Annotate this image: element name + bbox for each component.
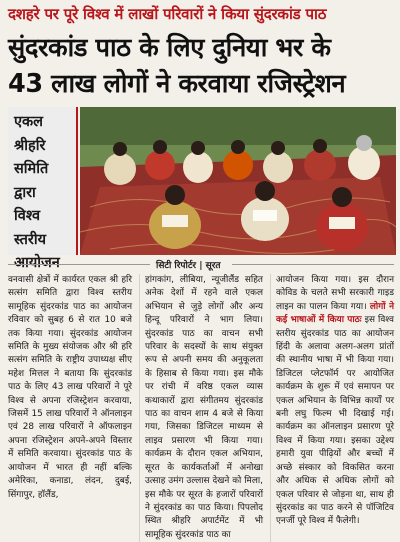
article-body (8, 274, 394, 540)
sidebar-line: एकल (14, 114, 43, 130)
body-column-2: हांगकांग, लीबिया, न्यूजीलैंड सहित अनेक देशों में रहने वाले एकल अभियान से जुड़े लोगों और अन्य हिन्दू परिवारों ने भाग लिया। सुंदरकांड पाठ का वाचन सभी परिवार के सदस्यों के साथ संयुक्त रूप से अपनी समय की अनुकूलता के हिसाब से किया गया। इस मौके पर रांची में वरिष्ठ एकल व्यास कथाकारों द्वारा संगीतमय सुंदरकांड पाठ का वाचन शाम 4 बजे से किया गया, जिसका डिजिटल माध्यम से लाइव प्रसारण भी किया गया। कार्यक्रम के दौरान एकल अभियान, सूरत के कार्यकर्ताओं में अनोखा उत्साह उमंग उल्लास देखने को मिला, इस मौके पर सूरत के हजारों परिवारों ने सुंदरकांड का पाठ किया। पिपलोद स्थित श्रीहरि अपार्टमेंट में भी सामूहिक सुंदरकांड पाठ का (139, 274, 263, 542)
column-3-intro: आयोजन किया गया। इस दौरान कोविड के चलते सभी सरकारी गाइड लाइन का पालन किया गया। (276, 275, 394, 312)
article-headline (8, 30, 394, 102)
sidebar-line: समिति (14, 161, 49, 177)
byline-reporter: सिटी रिपोर्टर | सूरत (153, 258, 224, 271)
article-kicker: दशहरे पर पूरे विश्व में लाखों परिवारों ने किया सुंदरकांड पाठ (8, 5, 327, 23)
byline-rule-right (232, 264, 394, 265)
body-column-3 (270, 274, 394, 542)
sidebar-line: आयोजन (14, 255, 60, 271)
byline-rule-left (8, 264, 150, 265)
column-3-text: इस विश्व स्तरीय सुंदरकांड पाठ का आयोजन हिंदी के अलावा अलग-अलग प्रांतों की स्थानीय भाषा में भी किया गया। डिजिटल प्लेटफॉर्म पर आयोजित कार्यक्रम के शुरू में एवं समापन पर एकल अभियान के विभिन्न कार्यों पर बनी लघु फिल्म भी दिखाई गई। कार्यक्रम का ऑनलाइन प्रसारण पूरे विश्व में किया गया। इसका उद्देश्य हमारी युवा पीढ़ियों और बच्चों में अच्छे संस्कार को विकसित करना और अधिक से अधिक लोगों को एकल परिवार से जोड़ना था, साथ ही सुंदरकांड का पाठ करने से पॉजिटिव एनर्जी पूरे विश्व में फैलेगी। (276, 315, 394, 527)
sidebar-line: विश्व (14, 208, 41, 224)
column-3-subhead: लोगों ने कई भाषाओं में किया पाठः (276, 301, 394, 326)
byline (0, 258, 400, 272)
sidebar-line: श्रीहरि (14, 137, 46, 154)
sidebar-line: द्वारा (14, 184, 36, 201)
headline-line-2: 43 लाख लोगों ने करवाया रजिस्ट्रेशन (8, 69, 346, 99)
sidebar-line: स्तरीय (14, 231, 47, 248)
headline-line-1: सुंदरकांड पाठ के लिए दुनिया भर के (8, 33, 331, 63)
sidebar-box (8, 107, 78, 271)
event-photo (80, 107, 396, 255)
body-column-1: वनवासी क्षेत्रों में कार्यरत एकल श्री हरि सत्संग समिति द्वारा विश्व स्तरीय सामूहिक सुंदरकांड पाठ का आयोजन रविवार को सुबह 6 से रात 10 बजे तक किया गया। सुंदरकांड आयोजन समिति के मुख्य संयोजक और श्री हरि सत्संग समिति के राष्ट्रीय उपाध्यक्ष सीए महेश मित्तल ने बताया कि सुंदरकांड पाठ के लिए 43 लाख परिवारों ने पूरे विश्व से अपना रजिस्ट्रेशन करवाया, जिसमें 15 लाख परिवारों ने ऑनलाइन एवं 28 लाख परिवारों ने ऑफलाइन अपना रजिस्ट्रेशन अपने-अपने विस्तार में समिति करवाया। सुंदरकांड पाठ के आयोजन में भारत ही नहीं बल्कि अमेरिका, कनाडा, लंदन, दुबई, सिंगापुर, हॉलैंड, (8, 275, 132, 500)
